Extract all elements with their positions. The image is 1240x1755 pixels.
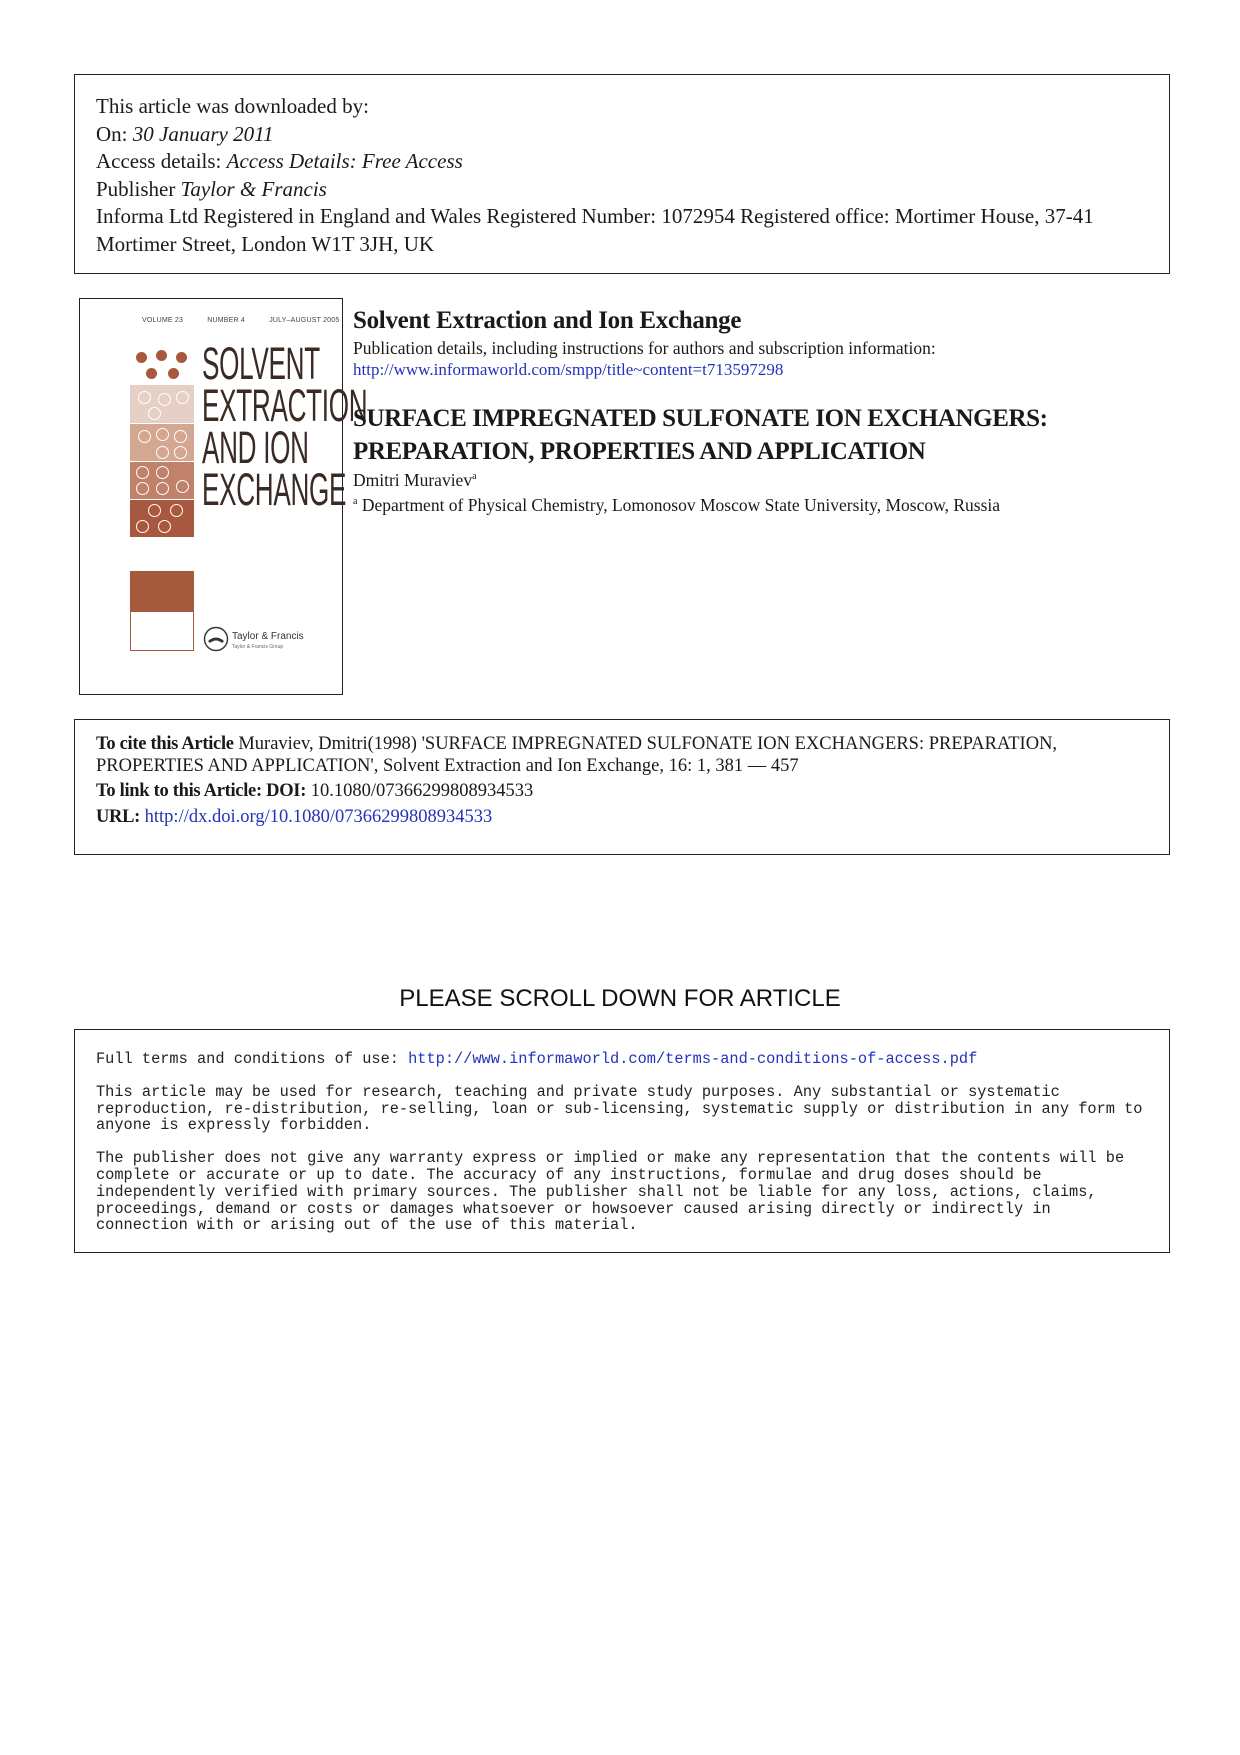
downloaded-by-line: This article was downloaded by: <box>96 94 369 118</box>
journal-url-link[interactable]: http://www.informaworld.com/smpp/title~content=t713597298 <box>353 360 784 379</box>
cover-volume: VOLUME 23 <box>142 317 184 324</box>
cover-strip-4 <box>130 462 194 499</box>
author-name: Dmitri Muraviev <box>353 470 473 490</box>
download-info-box <box>74 74 1170 274</box>
article-title <box>353 402 1213 468</box>
terms-box <box>74 1029 1170 1253</box>
cover-title-line: SOLVENT <box>202 338 320 389</box>
cover-title-line: EXTRACTION <box>202 380 368 431</box>
article-title-line: SURFACE IMPREGNATED SULFONATE ION EXCHANGERS: <box>353 405 1048 432</box>
affiliation-text: Department of Physical Chemistry, Lomonosov Moscow State University, Moscow, Russia <box>357 495 1001 515</box>
author-superscript: a <box>472 471 477 483</box>
affiliation-superscript: a <box>353 496 358 508</box>
terms-line <box>96 1051 1148 1068</box>
access-label: Access details: <box>96 149 227 173</box>
publisher-logo-icon <box>203 626 229 652</box>
doi-row <box>96 781 1148 803</box>
article-title-line: PREPARATION, PROPERTIES AND APPLICATION <box>353 438 926 465</box>
doi-url-link[interactable]: http://dx.doi.org/10.1080/07366299808934533 <box>140 806 493 827</box>
cover-title-line: EXCHANGE <box>202 464 347 515</box>
access-details-line <box>96 148 1148 176</box>
affiliation <box>353 494 1213 516</box>
publication-details: Publication details, including instructions for authors and subscription information: <box>353 338 936 358</box>
cover-strip-1 <box>130 346 194 384</box>
terms-label: Full terms and conditions of use: <box>96 1050 409 1068</box>
scroll-notice: PLEASE SCROLL DOWN FOR ARTICLE <box>399 985 841 1012</box>
cite-article-row <box>96 734 1148 777</box>
registration-text: Informa Ltd Registered in England and Wales Registered Number: 1072954 Registered office: Mortimer House, 37-41 Mortimer Street, London W1T 3JH, UK <box>96 204 1094 256</box>
cover-header <box>142 317 361 324</box>
download-date-line <box>96 121 1148 149</box>
journal-title: Solvent Extraction and Ion Exchange <box>353 307 742 334</box>
terms-paragraph-1: This article may be used for research, teaching and private study purposes. Any substantial or systematic reproduction, re-distribution, re-selling, loan or sub-licensing, systematic supply or distribution in any form to anyone is expressly forbidden. <box>96 1082 1143 1135</box>
url-row <box>96 807 1148 829</box>
cover-strip-3 <box>130 424 194 461</box>
access-value: Access Details: Free Access <box>226 149 463 173</box>
publisher-line <box>96 176 1148 204</box>
cover-white-block <box>130 611 194 651</box>
publisher-value: Taylor & Francis <box>180 176 327 201</box>
publisher-label: Publisher <box>96 176 181 201</box>
author <box>353 469 1213 491</box>
cover-publisher-sub: Taylor & Francis Group <box>232 644 284 650</box>
cover-strip-5 <box>130 500 194 537</box>
cover-number: NUMBER 4 <box>207 317 246 324</box>
cite-label: To cite this Article <box>96 734 234 754</box>
doi-label: To link to this Article: DOI: <box>96 781 307 801</box>
cover-title-line: AND ION <box>202 422 309 473</box>
url-label: URL: <box>96 806 141 827</box>
citation-box <box>74 719 1170 855</box>
journal-info <box>353 306 1213 516</box>
terms-url-link[interactable]: http://www.informaworld.com/terms-and-conditions-of-access.pdf <box>408 1050 978 1068</box>
cover-publisher: Taylor & Francis <box>232 631 304 642</box>
doi-value: 10.1080/07366299808934533 <box>306 781 534 801</box>
cover-strip-2 <box>130 385 194 423</box>
cover-color-block <box>130 571 194 611</box>
journal-cover-image <box>79 298 368 695</box>
cover-date: JULY–AUGUST 2005 <box>269 317 340 324</box>
download-date: 30 January 2011 <box>132 121 274 146</box>
cite-text: Muraviev, Dmitri(1998) 'SURFACE IMPREGNATED SULFONATE ION EXCHANGERS: PREPARATION, PROPERTIES AND APPLICATION', Solvent Extraction and Ion Exchange, 16: 1, 381 — 457 <box>96 734 1058 776</box>
cover-title <box>202 338 368 515</box>
terms-paragraph-2: The publisher does not give any warranty express or implied or make any representation that the contents will be complete or accurate or up to date. The accuracy of any instructions, formulae and drug doses should be independently verified with primary sources. The publisher shall not be liable for any loss, actions, claims, proceedings, demand or costs or damages whatsoever or howsoever caused arising directly or indirectly in connection with or arising out of the use of this material. <box>96 1149 1125 1235</box>
on-label: On: <box>96 121 133 146</box>
